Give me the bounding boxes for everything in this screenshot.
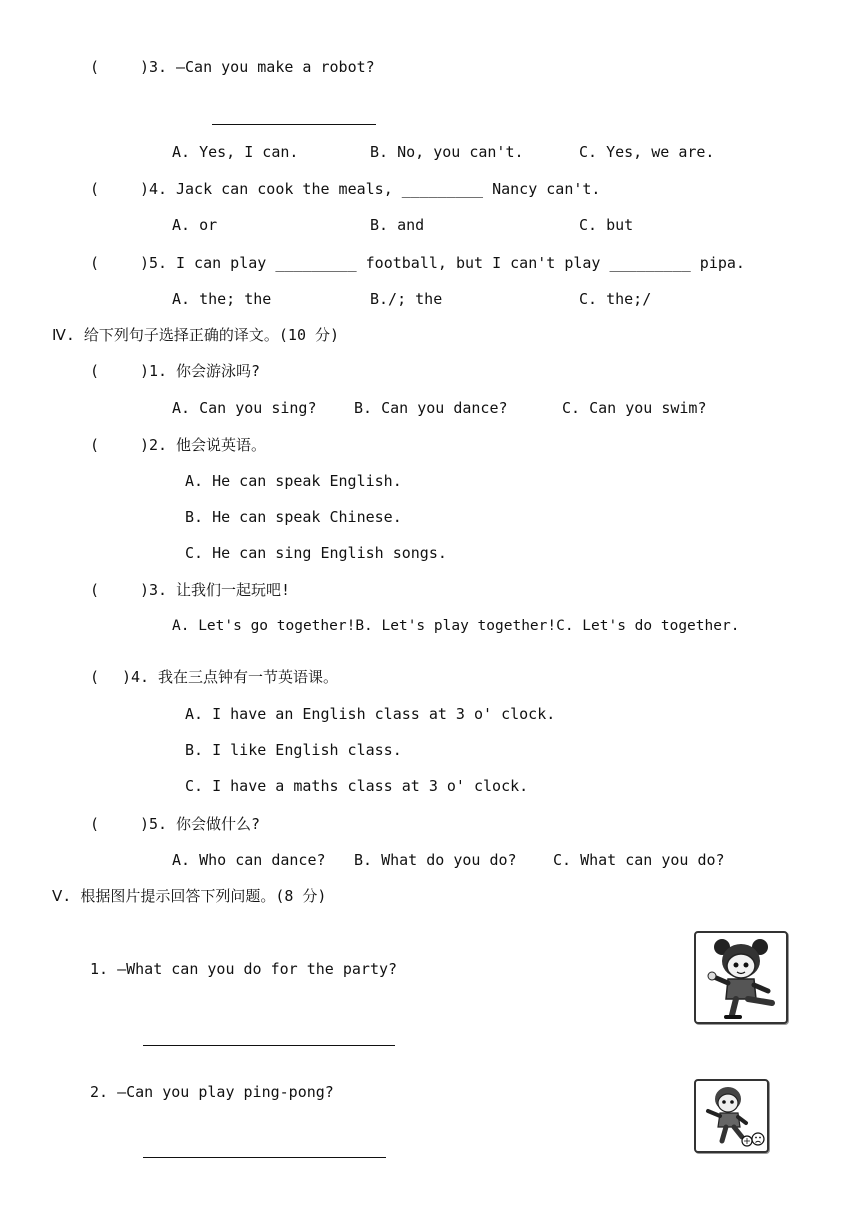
- q4-option-b: B. and: [370, 216, 425, 234]
- s4-q4-option-c: C. I have a maths class at 3 o' clock.: [185, 777, 529, 795]
- s4-q4-option-a: A. I have an English class at 3 o' clock.: [185, 705, 556, 723]
- girl-doing-kungfu-icon: [696, 933, 786, 1022]
- q3-question: —Can you make a robot?: [176, 58, 375, 76]
- s4-q1-option-b: B. Can you dance?: [354, 399, 508, 417]
- s4-q3-options: A. Let's go together!B. Let's play together!C. Let's do together.: [172, 618, 740, 634]
- s4-q5-option-c: C. What can you do?: [553, 851, 725, 869]
- s5-q1-answer-line[interactable]: [143, 1045, 395, 1046]
- s4-q3-paren-open: (: [90, 581, 100, 599]
- s4-q5-question: 你会做什么?: [176, 815, 261, 833]
- s4-q2-option-b: B. He can speak Chinese.: [185, 508, 402, 526]
- s5-q2-question: 2. —Can you play ping-pong?: [90, 1083, 334, 1101]
- q3-paren-open: (: [90, 58, 100, 76]
- q3-number: )3.: [140, 58, 168, 76]
- s4-q1-number: )1.: [140, 362, 168, 380]
- s5-q2-picture: [694, 1079, 769, 1153]
- q5-option-b: B./; the: [370, 290, 443, 308]
- s4-q2-option-a: A. He can speak English.: [185, 472, 402, 490]
- s4-q2-number: )2.: [140, 436, 168, 454]
- q3-option-c: C. Yes, we are.: [579, 143, 715, 161]
- s4-q2-paren-open: (: [90, 436, 100, 454]
- s4-q4-question: 我在三点钟有一节英语课。: [158, 668, 339, 686]
- q4-paren-open: (: [90, 180, 100, 198]
- s4-q2-question: 他会说英语。: [176, 436, 267, 454]
- boy-playing-football-sad-icon: [696, 1081, 767, 1151]
- q3-answer-line[interactable]: [212, 124, 376, 125]
- s5-q2-answer-line[interactable]: [143, 1157, 386, 1158]
- q4-question: Jack can cook the meals, _________ Nancy can't.: [176, 180, 601, 198]
- s4-q5-option-a: A. Who can dance?: [172, 851, 326, 869]
- s4-q1-question: 你会游泳吗?: [176, 362, 261, 380]
- q3-option-b: B. No, you can't.: [370, 143, 524, 161]
- s4-q3-question: 让我们一起玩吧!: [176, 581, 291, 599]
- q3-option-a: A. Yes, I can.: [172, 143, 299, 161]
- q5-paren-open: (: [90, 254, 100, 272]
- q5-option-a: A. the; the: [172, 290, 272, 308]
- s4-q1-paren-open: (: [90, 362, 100, 380]
- s4-q5-paren-open: (: [90, 815, 100, 833]
- s5-q1-question: 1. —What can you do for the party?: [90, 960, 398, 978]
- q4-number: )4.: [140, 180, 168, 198]
- s4-q1-option-c: C. Can you swim?: [562, 399, 707, 417]
- s4-q4-option-b: B. I like English class.: [185, 741, 402, 759]
- section5-title: Ⅴ. 根据图片提示回答下列问题。(8 分): [52, 887, 327, 905]
- q5-question: I can play _________ football, but I can't play _________ pipa.: [176, 254, 745, 272]
- s4-q1-option-a: A. Can you sing?: [172, 399, 317, 417]
- s4-q2-option-c: C. He can sing English songs.: [185, 544, 447, 562]
- s4-q4-number: )4.: [122, 668, 150, 686]
- q4-option-a: A. or: [172, 216, 218, 234]
- s4-q4-paren-open: (: [90, 668, 100, 686]
- q5-number: )5.: [140, 254, 168, 272]
- s4-q3-number: )3.: [140, 581, 168, 599]
- section4-title: Ⅳ. 给下列句子选择正确的译文。(10 分): [52, 326, 340, 344]
- s5-q1-picture: [694, 931, 788, 1024]
- s4-q5-number: )5.: [140, 815, 168, 833]
- q5-option-c: C. the;/: [579, 290, 652, 308]
- s4-q5-option-b: B. What do you do?: [354, 851, 517, 869]
- q4-option-c: C. but: [579, 216, 634, 234]
